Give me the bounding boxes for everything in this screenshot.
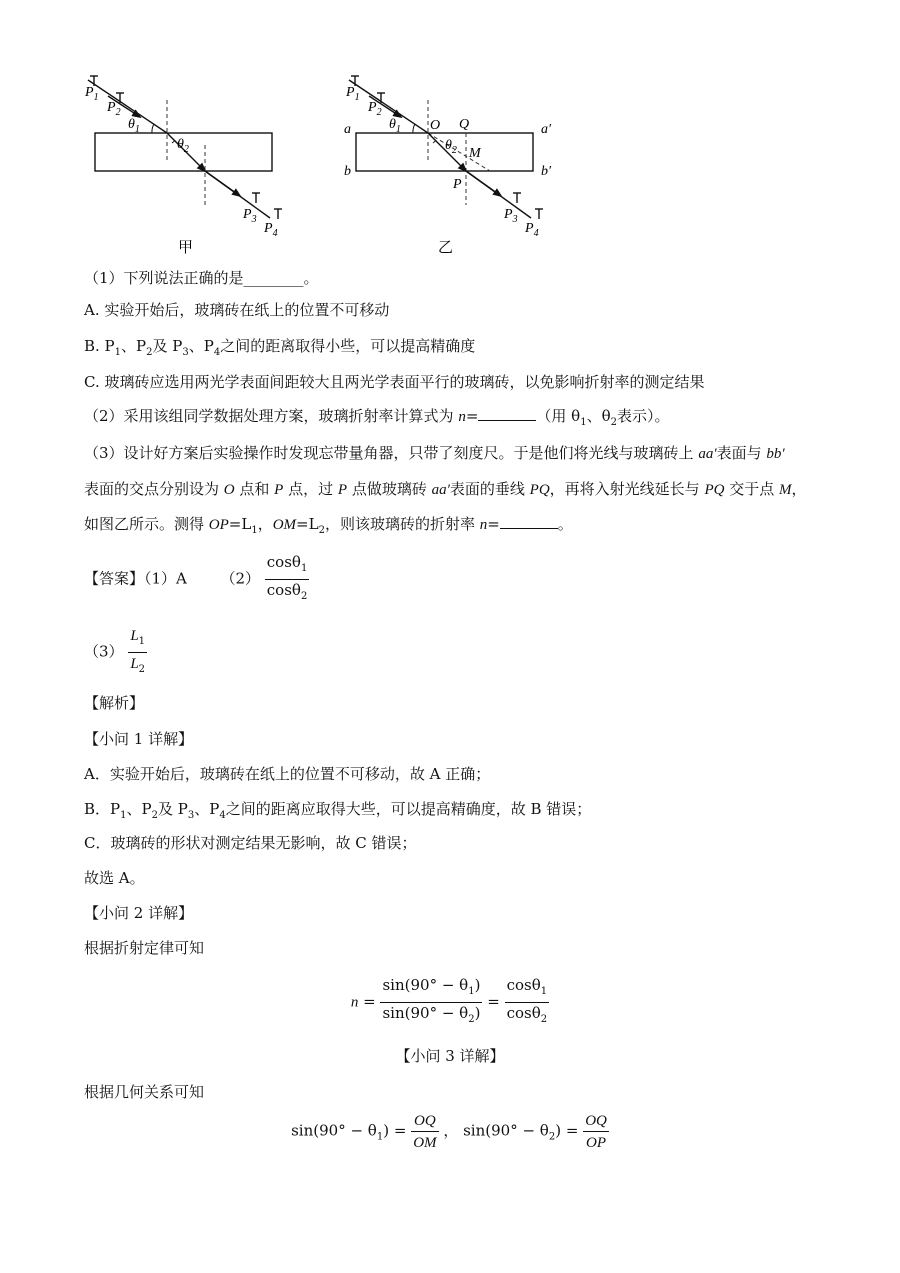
option-a: A. 实验开始后，玻璃砖在纸上的位置不可移动 xyxy=(84,301,390,319)
label-O: O xyxy=(430,118,441,133)
label-p3: $P_3$ xyxy=(504,207,518,225)
answer-3-fraction: $\frac{L_1}{L_2}$ xyxy=(128,625,147,680)
figures xyxy=(0,0,900,260)
option-c: C. 玻璃砖应选用两光学表面间距较大且两光学表面平行的玻璃砖，以免影响折射率的测定结果 xyxy=(84,373,705,391)
answer-3-line: （3） $\frac{L_1}{L_2}$ xyxy=(84,625,147,680)
label-p1: $P_1$ xyxy=(346,85,360,103)
answer-line: 【答案】（1）A （2） $\frac{\cos\theta_1}{\cos\theta_2}$ xyxy=(84,552,309,607)
analysis-heading: 【解析】 xyxy=(84,694,145,712)
question-3-line-2: 表面的交点分别设为 O 点和 P 点，过 P 点做玻璃砖 aa′表面的垂线 PQ，再将入射光线延长与 PQ 交于点 M， xyxy=(84,480,807,498)
label-p4: $P_4$ xyxy=(525,221,539,239)
sub-3-intro: 根据几何关系可知 xyxy=(84,1083,205,1101)
equation-2: $\sin(90^\circ - \theta_1)$ = $\frac{OQ}{OM}$ ， $\sin(90^\circ - \theta_2)$ = $\frac{OQ}{OP}$ xyxy=(0,1110,900,1153)
label-b-prime: b′ xyxy=(541,164,552,179)
answer-2-fraction: $\frac{\cos\theta_1}{\cos\theta_2}$ xyxy=(266,553,308,602)
caption-left: 甲 xyxy=(178,238,194,256)
figure-left xyxy=(84,76,282,256)
label-theta2: $\theta_2$ xyxy=(177,137,189,155)
question-1-stem: （1）下列说法正确的是________。 xyxy=(84,269,319,287)
sub-1-heading: 【小问 1 详解】 xyxy=(84,730,194,748)
label-Q: Q xyxy=(459,117,470,132)
sub-2-heading: 【小问 2 详解】 xyxy=(84,904,194,922)
label-theta1: $\theta_1$ xyxy=(128,117,140,135)
question-3-line-1: （3）设计好方案后实验操作时发现忘带量角器，只带了刻度尺。于是他们将光线与玻璃砖上 aa′表面与 bb′ xyxy=(84,444,785,462)
answer-blank xyxy=(500,514,558,529)
label-p1: $P_1$ xyxy=(85,85,99,103)
label-a-prime: a′ xyxy=(541,122,552,137)
sub-1-c: C．玻璃砖的形状对测定结果无影响，故 C 错误； xyxy=(84,834,417,852)
answer-blank xyxy=(478,406,536,421)
label-theta2: $\theta_2$ xyxy=(445,138,457,156)
label-P: P xyxy=(453,177,462,192)
sub-1-conclusion: 故选 A。 xyxy=(84,869,145,887)
option-b: B. $P_1$、$P_2$及 $P_3$、$P_4$之间的距离取得小些，可以提高精确度 xyxy=(84,337,476,358)
label-a: a xyxy=(344,122,351,137)
sub-3-heading: 【小问 3 详解】 xyxy=(395,1047,505,1065)
question-3-line-3: 如图乙所示。测得 $OP=L_1$，$OM=L_2$，则该玻璃砖的折射率 n= 。 xyxy=(84,515,573,536)
sub-1-a: A．实验开始后，玻璃砖在纸上的位置不可移动，故 A 正确； xyxy=(84,765,491,783)
label-p2: $P_2$ xyxy=(368,100,382,118)
label-p2: $P_2$ xyxy=(107,100,121,118)
caption-right: 乙 xyxy=(438,238,454,256)
label-p3: $P_3$ xyxy=(243,207,257,225)
equation-1: n = $\frac{\sin(90^\circ - \theta_1)}{\sin(90^\circ - \theta_2)}$ = $\frac{\cos\theta_1}{\cos\theta_2}$ xyxy=(350,976,548,1025)
label-p4: $P_4$ xyxy=(264,221,278,239)
label-b: b xyxy=(344,164,351,179)
label-M: M xyxy=(469,146,481,161)
sub-1-b: B．$P_1$、$P_2$及 $P_3$、$P_4$之间的距离应取得大些，可以提高精确度，故 B 错误； xyxy=(84,800,592,821)
label-theta1: $\theta_1$ xyxy=(389,117,401,135)
question-2: （2）采用该组同学数据处理方案，玻璃折射率计算式为 n= （用 $\theta_1$、$\theta_2$表示）。 xyxy=(84,407,670,428)
extended-ray xyxy=(428,133,490,171)
sub-2-intro: 根据折射定律可知 xyxy=(84,939,205,957)
figure-right xyxy=(344,76,552,256)
